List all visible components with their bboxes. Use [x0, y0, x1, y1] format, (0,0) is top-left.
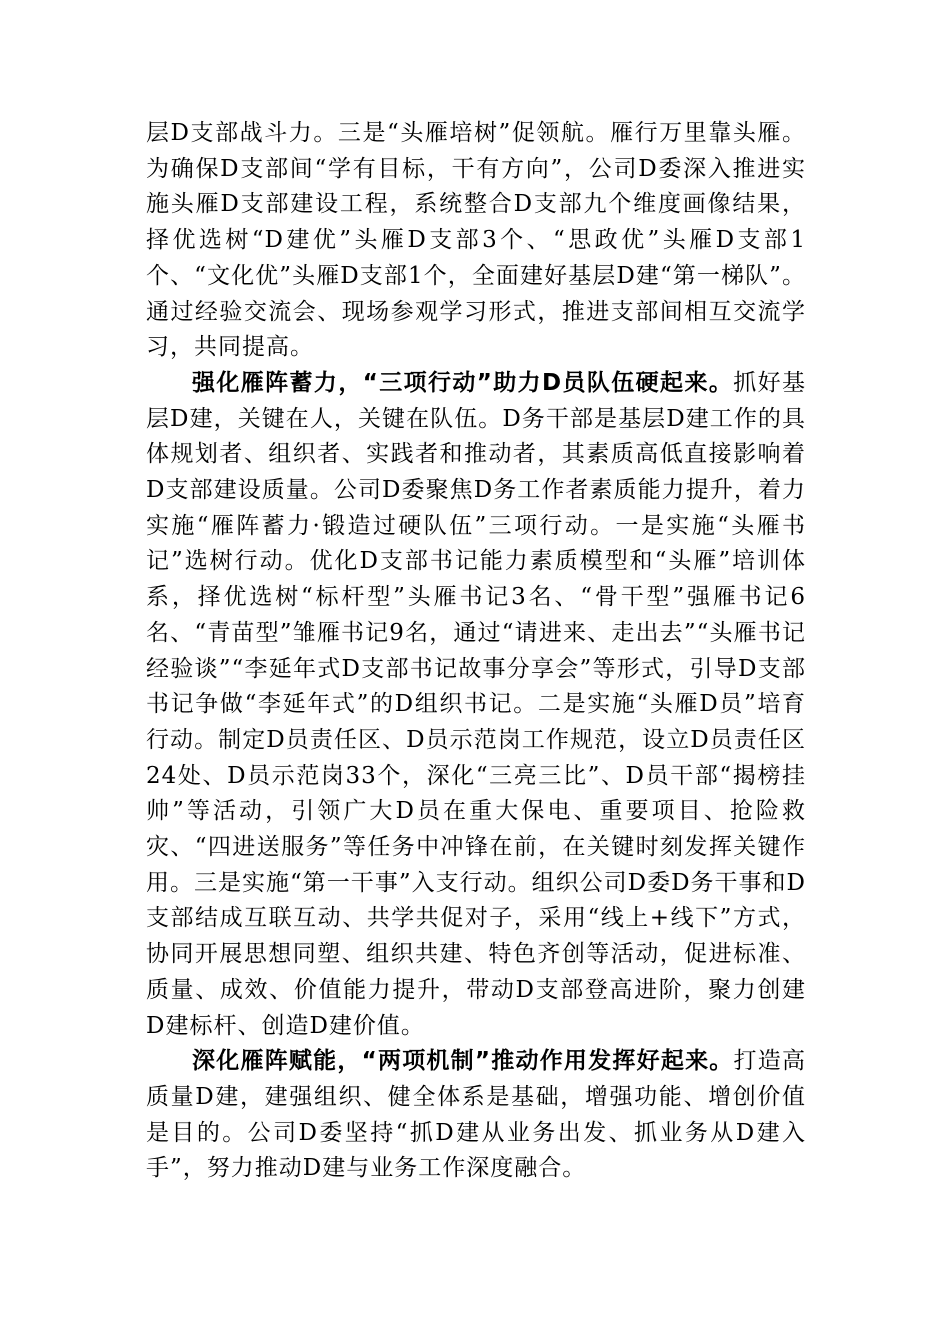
paragraph-2 — [146, 366, 806, 1044]
paragraph-3-text: 打造高质量D建，建强组织、健全体系是基础，增强功能、增创价值是目的。公司D委坚持“抓D建从业务出发、抓业务从D建入手”，努力推动D建与业务工作深度融合。 — [146, 1048, 807, 1182]
paragraph-2-text: 抓好基层D建，关键在人，关键在队伍。D务干部是基层D建工作的具体规划者、组织者、实践者和推动者，其素质高低直接影响着D支部建设质量。公司D委聚焦D务工作者素质能力提升，着力实施“雁阵蓄力·锻造过硬队伍”三项行动。一是实施“头雁书记”选树行动。优化D支部书记能力素质模型和“头雁”培训体系，择优选树“标杆型”头雁书记3名、“骨干型”强雁书记6名、“青苗型”雏雁书记9名，通过“请进来、走出去”“头雁书记经验谈”“李延年式D支部书记故事分享会”等形式，引导D支部书记争做“李延年式”的D组织书记。二是实施“头雁D员”培育行动。制定D员责任区、D员示范岗工作规范，设立D员责任区24处、D员示范岗33个，深化“三亮三比”、D员干部“揭榜挂帅”等活动，引领广大D员在重大保电、重要项目、抢险救灾、“四进送服务”等任务中冲锋在前，在关键时刻发挥关键作用。三是实施“第一干事”入支行动。组织公司D委D务干事和D支部结成互联互动、共学共促对子，采用“线上+线下”方式，协同开展思想同塑、组织共建、特色齐创等活动，促进标准、质量、成效、价值能力提升，带动D支部登高进阶，聚力创建D建标杆、创造D建价值。 — [146, 369, 807, 1039]
paragraph-1 — [146, 116, 806, 366]
paragraph-3 — [146, 1044, 806, 1187]
section-heading-formation-power: 强化雁阵蓄力，“三项行动”助力D员队伍硬起来。 — [192, 369, 734, 396]
document-body — [146, 116, 806, 1187]
section-heading-formation-empower: 深化雁阵赋能，“两项机制”推动作用发挥好起来。 — [192, 1048, 734, 1075]
paragraph-1-text: 层D支部战斗力。三是“头雁培树”促领航。雁行万里靠头雁。为确保D支部间“学有目标，干有方向”，公司D委深入推进实施头雁D支部建设工程，系统整合D支部九个维度画像结果，择优选树“D建优”头雁D支部3个、“思政优”头雁D支部1个、“文化优”头雁D支部1个，全面建好基层D建“第一梯队”。通过经验交流会、现场参观学习形式，推进支部间相互交流学习，共同提高。 — [146, 120, 806, 361]
